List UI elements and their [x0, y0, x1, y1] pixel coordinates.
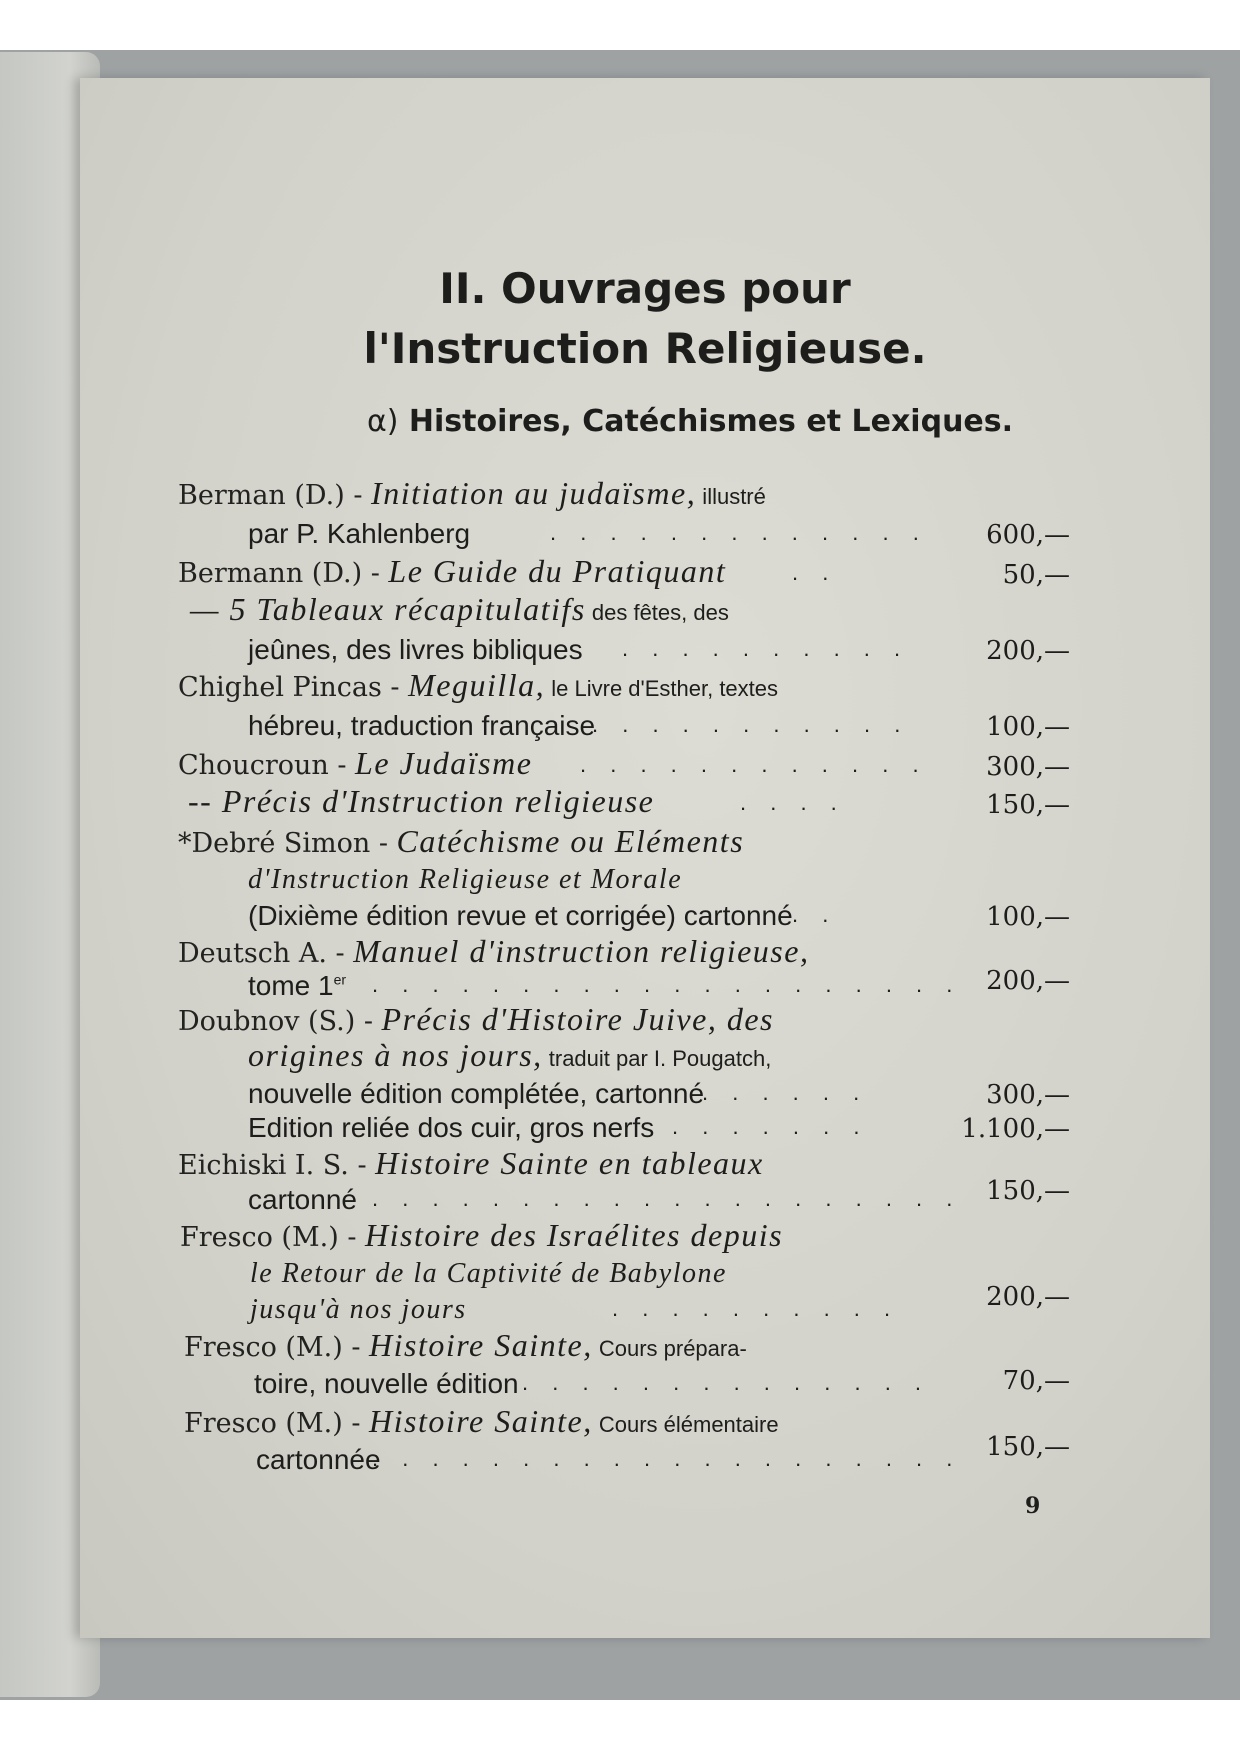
superscript: er — [333, 971, 347, 988]
entry-author: Doubnov (S.) - — [178, 1006, 382, 1037]
section-marker: α) — [366, 404, 399, 439]
entry-title: Meguilla, — [408, 667, 546, 703]
entry-title-continued: jusqu'à nos jours — [250, 1294, 467, 1325]
entry-description: par P. Kahlenberg — [248, 518, 471, 549]
entry-description: des fêtes, des — [585, 600, 729, 625]
entry-title: Histoire Sainte en tableaux — [375, 1145, 764, 1181]
entry-price: 70,— — [1002, 1366, 1070, 1396]
entry-dash: -- — [188, 783, 222, 819]
section-title: Histoires, Catéchismes et Lexiques. — [408, 404, 1014, 439]
entry-price: 200,— — [986, 1282, 1070, 1312]
entry-author: Eichiski I. S. - — [178, 1150, 376, 1181]
entry-title-continued: le Retour de la Captivité de Babylone — [250, 1258, 727, 1289]
dot-leader: . . . . . . — [702, 1080, 869, 1105]
entry-dash: — — [190, 591, 230, 627]
dot-leader: . . . . . . . . . . . — [592, 712, 910, 737]
entry-title-continued: origines à nos jours, — [248, 1037, 543, 1073]
entry-description: Cours prépara- — [592, 1336, 747, 1361]
dot-leader: . . . . . . . . . . . . . . — [522, 1370, 931, 1395]
entry-author: Deutsch A. - — [178, 938, 354, 969]
entry-description: Edition reliée dos cuir, gros nerfs — [248, 1112, 655, 1143]
dot-leader: . . . . . . . . . . . . . . . . . . . . — [372, 1186, 962, 1211]
entry-title: Histoire Sainte, — [369, 1327, 593, 1363]
entry-description: traduit par I. Pougatch, — [542, 1046, 772, 1071]
dot-leader: . . — [792, 560, 838, 585]
entry-description: illustré — [696, 484, 766, 509]
entry-title: Histoire des Israélites depuis — [365, 1217, 784, 1253]
entry-title: Précis d'Histoire Juive, des — [381, 1001, 774, 1037]
entry-price: 100,— — [986, 902, 1070, 932]
entry-author: Choucroun - — [178, 750, 356, 781]
entry-price: 200,— — [986, 966, 1070, 996]
entry-price: 50,— — [1002, 560, 1070, 590]
entry-price: 100,— — [986, 712, 1070, 742]
entry-author: Chighel Pincas - — [178, 672, 409, 703]
dot-leader: . . . . . . . . . . — [622, 636, 910, 661]
entry-title: Histoire Sainte, — [369, 1403, 593, 1439]
entry-title: Le Guide du Pratiquant — [388, 553, 727, 589]
entry-title: Manuel d'instruction religieuse, — [353, 933, 810, 969]
entry-description: (Dixième édition revue et corrigée) cartonné — [248, 900, 793, 931]
entry-price: 200,— — [986, 636, 1070, 666]
entry-description: tome 1 — [248, 970, 334, 1001]
entry-title: Initiation au judaïsme, — [371, 475, 697, 511]
entry-title: 5 Tableaux récapitulatifs — [229, 591, 586, 627]
entry-price: 150,— — [986, 1432, 1070, 1462]
entry-author: Fresco (M.) - — [184, 1408, 370, 1439]
entry-description: hébreu, traduction française — [248, 710, 596, 741]
entry-title: Catéchisme ou Eléments — [396, 823, 745, 859]
dot-leader: . . — [792, 902, 838, 927]
entry-price-bound: 1.100,— — [961, 1114, 1070, 1144]
dot-leader: . . . . . . . . . . . . . . . . . . . . — [372, 1446, 962, 1471]
dot-leader: . . . . . . . . . . . . . — [550, 520, 928, 545]
entry-title-continued: d'Instruction Religieuse et Morale — [248, 864, 683, 895]
catalog-list — [80, 78, 1210, 1638]
dot-leader: . . . . — [740, 790, 846, 815]
entry-author: Fresco (M.) - — [184, 1332, 370, 1363]
entry-price: 150,— — [986, 790, 1070, 820]
entry-price: 150,— — [986, 1176, 1070, 1206]
dot-leader: . . . . . . . . . . . . . . . . . . . . — [372, 972, 962, 997]
entry-description: jeûnes, des livres bibliques — [248, 634, 583, 665]
entry-author: Bermann (D.) - — [178, 558, 389, 589]
entry-price: 300,— — [986, 1080, 1070, 1110]
entry-author: Fresco (M.) - — [180, 1222, 366, 1253]
page-number: 9 — [1025, 1493, 1041, 1519]
dot-leader: . . . . . . . — [672, 1114, 869, 1139]
entry-description: Cours élémentaire — [592, 1412, 779, 1437]
entry-author: Berman (D.) - — [178, 480, 372, 511]
entry-description: cartonné — [248, 1184, 357, 1215]
entry-author: *Debré Simon - — [178, 828, 397, 859]
page-title-line-1: II. Ouvrages pour — [439, 264, 851, 313]
entry-price: 300,— — [986, 752, 1070, 782]
booklet-page — [80, 78, 1210, 1638]
entry-description: toire, nouvelle édition — [254, 1368, 519, 1399]
dot-leader: . . . . . . . . . . . . — [580, 752, 928, 777]
dot-leader: . . . . . . . . . . — [612, 1296, 900, 1321]
entry-description: nouvelle édition complétée, cartonné — [248, 1078, 705, 1109]
entry-description: le Livre d'Esther, textes — [545, 676, 779, 701]
page-title-line-2: l'Instruction Religieuse. — [363, 324, 927, 373]
entry-title: Le Judaïsme — [355, 745, 533, 781]
entry-price: 600,— — [986, 520, 1070, 550]
entry-title: Précis d'Instruction religieuse — [221, 783, 655, 819]
entry-description: cartonnée — [256, 1444, 381, 1475]
